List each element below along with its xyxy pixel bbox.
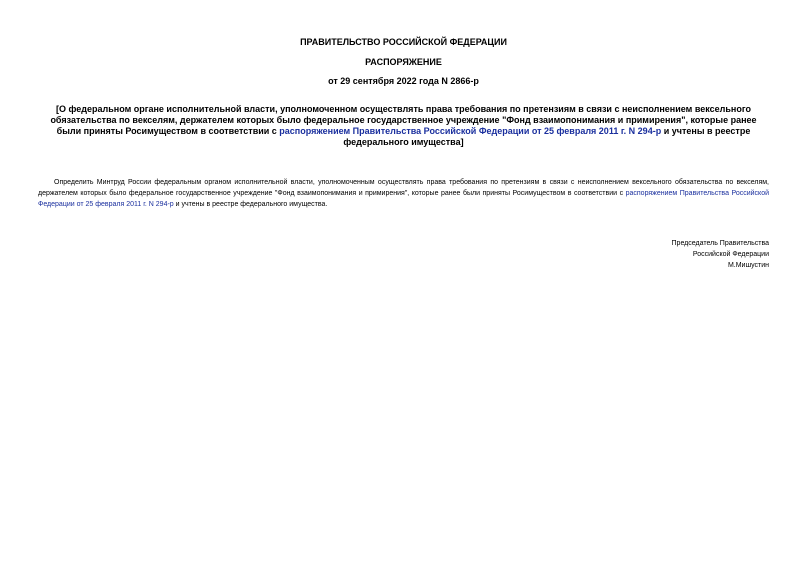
- signature-name: М.Мишустин: [727, 262, 769, 269]
- title-text-after-link: и учтены в реестре федерального имущества]: [343, 126, 751, 147]
- title-text-before-link: [О федеральном органе исполнительной власти, уполномоченном осуществлять права требования по претензиям в связи с неисполнением вексельного обязательства по векселям, держателем которых было федеральное государственное учреждение "Фонд взаимопонимания и примирения", которые ранее были приняты Росимуществом в соответствии с: [50, 104, 757, 136]
- document-type-heading: РАСПОРЯЖЕНИЕ: [365, 57, 442, 67]
- document-body-paragraph: [38, 177, 769, 210]
- body-text-after-link: и учтены в реестре федерального имущества.: [173, 201, 328, 208]
- document-title: [38, 104, 769, 148]
- body-reference-link[interactable]: распоряжением Правительства Российской Федерации от 25 февраля 2011 г. N 294-р: [38, 190, 770, 208]
- body-text-before-link: Определить Минтруд России федеральным органом исполнительной власти, уполномоченным осуществлять права требования по претензиям в связи с неисполнением вексельного обязательства по векселям, держателем которых было федеральное государственное учреждение "Фонд взаимопонимания и примирения", которые ранее были приняты Росимуществом в соответствии с: [38, 179, 769, 197]
- document-date-number: от 29 сентября 2022 года N 2866-р: [328, 76, 479, 86]
- signature-position: Председатель Правительства: [671, 240, 769, 247]
- title-reference-link[interactable]: распоряжением Правительства Российской Федерации от 25 февраля 2011 г. N 294-р: [279, 126, 662, 136]
- signature-organization: Российской Федерации: [692, 251, 769, 258]
- signature-block: [672, 238, 769, 271]
- government-heading: ПРАВИТЕЛЬСТВО РОССИЙСКОЙ ФЕДЕРАЦИИ: [300, 37, 507, 47]
